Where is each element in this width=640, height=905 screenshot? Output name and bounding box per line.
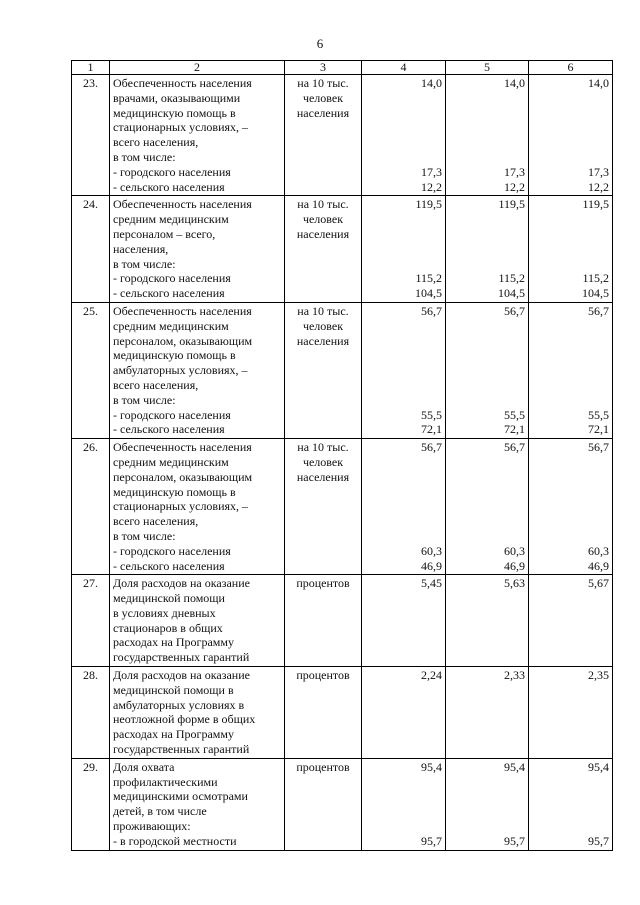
spacer: [449, 257, 525, 272]
indicator-name-line: расходах на Программу: [113, 635, 234, 650]
value-cell: [446, 667, 529, 759]
indicator-name: [110, 439, 285, 575]
value-total: 14,0: [504, 76, 525, 90]
indicator-name-line: всего населения,: [113, 377, 199, 392]
unit-cell: [285, 302, 362, 438]
value-total: 95,4: [588, 759, 609, 774]
value-urban: 115,2: [582, 271, 609, 286]
value-cell: [362, 75, 446, 196]
spacer: [365, 470, 442, 485]
spacer: [532, 363, 609, 378]
spacer: [532, 455, 609, 470]
value-urban: 17,3: [504, 164, 525, 179]
spacer: [532, 319, 609, 334]
indicator-name: [110, 667, 285, 759]
value-cell: [362, 439, 446, 575]
spacer: [532, 348, 609, 363]
spacer: [449, 789, 525, 804]
spacer: [532, 120, 609, 135]
unit-line: человек: [302, 318, 344, 333]
value-total: 14,0: [588, 76, 609, 90]
spacer: [449, 120, 525, 135]
indicator-name-line: амбулаторных условиях в: [113, 697, 245, 712]
value-cell: [446, 439, 529, 575]
indicator-name-line: Доля охвата: [113, 759, 175, 774]
indicator-name-line: - сельского населения: [113, 179, 225, 194]
indicator-name-line: медицинскими осмотрами: [113, 789, 248, 804]
value-cell: [446, 196, 529, 303]
value-cell: [362, 196, 446, 303]
spacer: [532, 804, 609, 819]
spacer: [449, 455, 525, 470]
spacer: [365, 257, 442, 272]
indicator-name-line: медицинской помощи в: [113, 682, 234, 697]
unit-line: человек: [302, 212, 344, 227]
value-urban: 17,3: [588, 164, 609, 179]
indicator-name-line: Обеспеченность населения: [113, 440, 252, 455]
indicator-name-line: персоналом, оказывающим: [113, 333, 253, 348]
spacer: [449, 212, 525, 227]
unit-line: населения: [296, 105, 350, 120]
spacer: [365, 319, 442, 334]
spacer: [449, 378, 525, 393]
column-numbers-row: [72, 61, 613, 75]
value-rural: 72,1: [588, 422, 609, 437]
unit-cell: [285, 196, 362, 303]
indicator-name-line: детей, в том числе: [113, 804, 207, 819]
value-total: 119,5: [498, 197, 525, 212]
row-number: 24.: [72, 196, 110, 303]
value-urban: 95,7: [421, 833, 442, 848]
indicator-name: [110, 758, 285, 850]
value-cell: [529, 75, 613, 196]
column-header: 6: [529, 61, 613, 75]
row-number: 28.: [72, 667, 110, 759]
value-rural: 104,5: [498, 286, 525, 301]
spacer: [532, 212, 609, 227]
indicator-name-line: - сельского населения: [113, 558, 225, 573]
value-cell: [529, 196, 613, 303]
unit-line: населения: [296, 333, 350, 348]
indicator-name-line: стационарных условиях, –: [113, 120, 249, 135]
indicator-name-line: стационаров в общих: [113, 620, 223, 635]
value-rural: 46,9: [588, 558, 609, 573]
value-urban: 55,5: [588, 407, 609, 422]
unit-line: на 10 тыс.: [297, 76, 349, 90]
spacer: [449, 242, 525, 257]
unit-cell: [285, 575, 362, 667]
spacer: [365, 819, 442, 834]
unit-cell: [285, 439, 362, 575]
unit-line: населения: [296, 226, 350, 241]
indicator-name-line: средним медицинским: [113, 318, 229, 333]
indicator-name-line: в том числе:: [113, 149, 176, 164]
value-total: 56,7: [504, 440, 525, 455]
value-cell: [446, 75, 529, 196]
spacer: [365, 135, 442, 150]
unit-line: процентов: [296, 668, 350, 683]
row-number: 27.: [72, 575, 110, 667]
indicator-name-line: государственных гарантий: [113, 650, 250, 665]
spacer: [365, 455, 442, 470]
spacer: [449, 348, 525, 363]
spacer: [449, 393, 525, 408]
value-total: 5,45: [421, 576, 442, 591]
unit-line: процентов: [296, 576, 350, 591]
indicator-name-line: амбулаторных условиях, –: [113, 363, 248, 378]
spacer: [365, 775, 442, 790]
indicator-name-line: Обеспеченность населения: [113, 197, 252, 212]
value-urban: 95,7: [588, 833, 609, 848]
spacer: [449, 485, 525, 500]
spacer: [532, 91, 609, 106]
table-row: [72, 439, 613, 575]
indicator-name-line: - городского населения: [113, 271, 231, 286]
unit-line: на 10 тыс.: [297, 197, 349, 212]
row-number: 26.: [72, 439, 110, 575]
spacer: [365, 91, 442, 106]
spacer: [449, 775, 525, 790]
table-row: [72, 196, 613, 303]
value-total: 95,4: [421, 759, 442, 774]
indicator-name-line: - сельского населения: [113, 422, 225, 437]
spacer: [532, 135, 609, 150]
spacer: [365, 227, 442, 242]
indicator-name: [110, 575, 285, 667]
indicator-name-line: всего населения,: [113, 514, 199, 529]
indicator-name-line: неотложной форме в общих: [113, 712, 256, 727]
value-total: 56,7: [421, 303, 442, 318]
indicator-name-line: - в городской местности: [113, 833, 237, 848]
value-total: 5,67: [588, 576, 609, 591]
spacer: [449, 135, 525, 150]
value-urban: 60,3: [421, 543, 442, 558]
column-header: 1: [72, 61, 110, 75]
spacer: [449, 150, 525, 165]
indicator-name-line: Обеспеченность населения: [113, 303, 252, 318]
indicator-name-line: в том числе:: [113, 256, 176, 271]
value-rural: 46,9: [421, 558, 442, 573]
spacer: [532, 819, 609, 834]
indicator-name-line: - городского населения: [113, 543, 231, 558]
unit-line: населения: [296, 469, 350, 484]
indicator-name-line: Доля расходов на оказание: [113, 668, 250, 683]
spacer: [532, 499, 609, 514]
indicator-name-line: - сельского населения: [113, 286, 225, 301]
indicator-name-line: - городского населения: [113, 164, 231, 179]
value-rural: 46,9: [504, 558, 525, 573]
unit-cell: [285, 758, 362, 850]
spacer: [532, 257, 609, 272]
value-cell: [446, 758, 529, 850]
value-total: 119,5: [582, 197, 609, 212]
value-cell: [362, 575, 446, 667]
spacer: [365, 499, 442, 514]
spacer: [449, 319, 525, 334]
spacer: [532, 470, 609, 485]
value-total: 56,7: [588, 440, 609, 455]
value-total: 56,7: [421, 440, 442, 455]
value-cell: [529, 439, 613, 575]
spacer: [365, 212, 442, 227]
row-number: 29.: [72, 758, 110, 850]
spacer: [365, 529, 442, 544]
value-urban: 60,3: [588, 543, 609, 558]
spacer: [449, 227, 525, 242]
column-header: 3: [285, 61, 362, 75]
spacer: [365, 120, 442, 135]
value-total: 56,7: [504, 303, 525, 318]
value-urban: 55,5: [504, 407, 525, 422]
indicator-name-line: населения,: [113, 241, 169, 256]
value-urban: 17,3: [421, 164, 442, 179]
spacer: [365, 106, 442, 121]
spacer: [449, 91, 525, 106]
unit-line: человек: [302, 90, 344, 105]
column-header: 5: [446, 61, 529, 75]
spacer: [532, 227, 609, 242]
value-urban: 115,2: [415, 271, 442, 286]
value-rural: 72,1: [504, 422, 525, 437]
unit-cell: [285, 667, 362, 759]
indicator-name-line: медицинскую помощь в: [113, 105, 236, 120]
value-total: 14,0: [421, 76, 442, 90]
indicator-name-line: стационарных условиях, –: [113, 499, 249, 514]
spacer: [532, 334, 609, 349]
value-total: 2,35: [588, 668, 609, 683]
indicator-name-line: в условиях дневных: [113, 605, 216, 620]
indicator-name-line: всего населения,: [113, 135, 199, 150]
indicator-name-line: медицинскую помощь в: [113, 484, 236, 499]
table-body: [72, 61, 613, 851]
unit-cell: [285, 75, 362, 196]
indicator-name-line: медицинскую помощь в: [113, 348, 236, 363]
spacer: [365, 150, 442, 165]
indicator-name-line: врачами, оказывающими: [113, 90, 241, 105]
value-rural: 104,5: [415, 286, 442, 301]
spacer: [532, 393, 609, 408]
spacer: [449, 819, 525, 834]
value-rural: 72,1: [421, 422, 442, 437]
indicator-name-line: средним медицинским: [113, 454, 229, 469]
spacer: [449, 470, 525, 485]
indicator-name-line: персоналом, оказывающим: [113, 469, 253, 484]
indicator-name-line: Доля расходов на оказание: [113, 576, 250, 591]
column-header: 2: [110, 61, 285, 75]
indicator-name: [110, 75, 285, 196]
page-number: 6: [316, 36, 324, 51]
table-row: [72, 758, 613, 850]
spacer: [449, 529, 525, 544]
value-cell: [529, 667, 613, 759]
spacer: [532, 150, 609, 165]
value-total: 56,7: [588, 303, 609, 318]
spacer: [365, 789, 442, 804]
spacer: [365, 393, 442, 408]
value-total: 2,33: [504, 668, 525, 683]
spacer: [449, 514, 525, 529]
spacer: [449, 804, 525, 819]
value-cell: [529, 758, 613, 850]
column-header: 4: [362, 61, 446, 75]
value-urban: 95,7: [504, 833, 525, 848]
value-rural: 12,2: [421, 179, 442, 194]
spacer: [449, 334, 525, 349]
indicator-name-line: средним медицинским: [113, 212, 229, 227]
indicators-table: [71, 60, 613, 851]
value-rural: 104,5: [582, 286, 609, 301]
value-cell: [362, 667, 446, 759]
spacer: [449, 106, 525, 121]
value-cell: [446, 575, 529, 667]
value-urban: 115,2: [498, 271, 525, 286]
row-number: 25.: [72, 302, 110, 438]
value-cell: [529, 575, 613, 667]
unit-line: на 10 тыс.: [297, 440, 349, 455]
value-cell: [529, 302, 613, 438]
value-total: 95,4: [504, 759, 525, 774]
indicator-name-line: проживающих:: [113, 819, 191, 834]
value-cell: [362, 302, 446, 438]
indicator-name-line: - городского населения: [113, 407, 231, 422]
spacer: [449, 363, 525, 378]
value-rural: 12,2: [588, 179, 609, 194]
spacer: [532, 514, 609, 529]
spacer: [365, 348, 442, 363]
indicator-name-line: в том числе:: [113, 528, 176, 543]
spacer: [365, 514, 442, 529]
value-cell: [362, 758, 446, 850]
indicator-name: [110, 196, 285, 303]
value-urban: 55,5: [421, 407, 442, 422]
spacer: [365, 485, 442, 500]
unit-line: человек: [302, 454, 344, 469]
spacer: [532, 106, 609, 121]
spacer: [532, 485, 609, 500]
spacer: [532, 242, 609, 257]
unit-line: на 10 тыс.: [297, 303, 349, 318]
spacer: [365, 804, 442, 819]
value-total: 2,24: [421, 668, 442, 683]
indicator-name-line: профилактическими: [113, 774, 218, 789]
spacer: [365, 334, 442, 349]
indicator-name-line: персоналом – всего,: [113, 226, 216, 241]
value-urban: 60,3: [504, 543, 525, 558]
spacer: [365, 363, 442, 378]
table-row: [72, 575, 613, 667]
indicator-name-line: государственных гарантий: [113, 742, 250, 757]
spacer: [365, 242, 442, 257]
table-row: [72, 302, 613, 438]
spacer: [449, 499, 525, 514]
spacer: [532, 529, 609, 544]
spacer: [532, 775, 609, 790]
value-cell: [446, 302, 529, 438]
row-number: 23.: [72, 75, 110, 196]
table-row: [72, 75, 613, 196]
indicator-name-line: Обеспеченность населения: [113, 76, 252, 90]
value-total: 119,5: [415, 197, 442, 212]
unit-line: процентов: [296, 759, 350, 774]
indicator-name: [110, 302, 285, 438]
value-rural: 12,2: [504, 179, 525, 194]
spacer: [365, 378, 442, 393]
spacer: [532, 789, 609, 804]
indicator-name-line: медицинской помощи: [113, 591, 225, 606]
indicator-name-line: в том числе:: [113, 392, 176, 407]
value-total: 5,63: [504, 576, 525, 591]
spacer: [532, 378, 609, 393]
table-row: [72, 667, 613, 759]
indicator-name-line: расходах на Программу: [113, 727, 234, 742]
